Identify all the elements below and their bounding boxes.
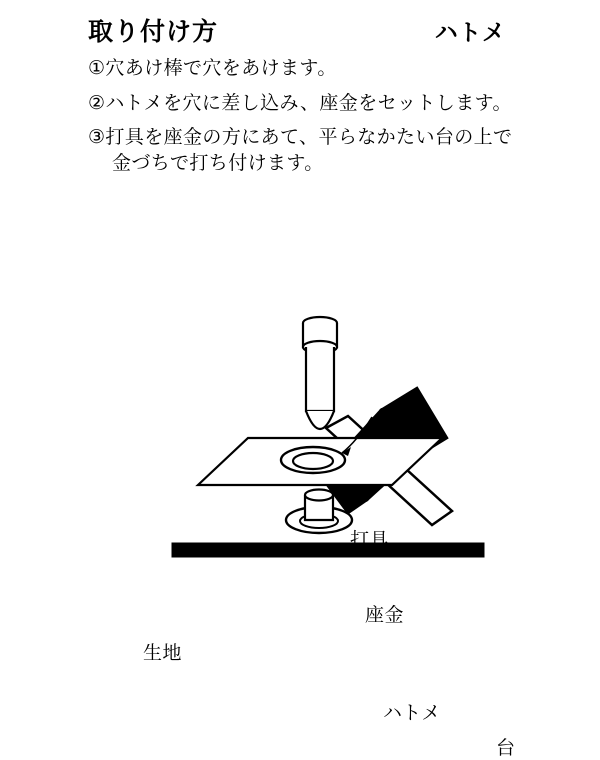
list-item xyxy=(88,125,548,176)
step-text: ②ハトメを穴に差し込み、座金をセットします。 xyxy=(88,91,512,114)
punch-tool-icon xyxy=(303,317,337,429)
washer-inner xyxy=(293,453,333,469)
label-kiji: 生地 xyxy=(143,642,183,664)
list-item xyxy=(88,56,548,82)
label-hatome: ハトメ xyxy=(383,702,441,724)
assembly-diagram xyxy=(0,195,600,759)
punch-shaft xyxy=(306,347,334,411)
label-zagane: 座金 xyxy=(365,604,405,626)
step-text: ③打具を座金の方にあて、平らなかたい台の上で xyxy=(88,126,513,149)
diagram-svg xyxy=(0,195,600,595)
list-item xyxy=(88,91,548,117)
label-dai: 台 xyxy=(496,737,516,759)
steps-list xyxy=(88,56,548,186)
step-text-continued: 金づちで打ち付けます。 xyxy=(112,151,324,174)
page-title: 取り付け方 xyxy=(88,17,219,46)
header xyxy=(88,12,528,48)
step-text: ①穴あけ棒で穴をあけます。 xyxy=(88,57,337,79)
eyelet-top-ellipse xyxy=(305,490,333,501)
product-name: ハトメ xyxy=(434,20,506,46)
base-bar xyxy=(172,543,484,557)
label-dougu: 打具 xyxy=(350,529,390,551)
